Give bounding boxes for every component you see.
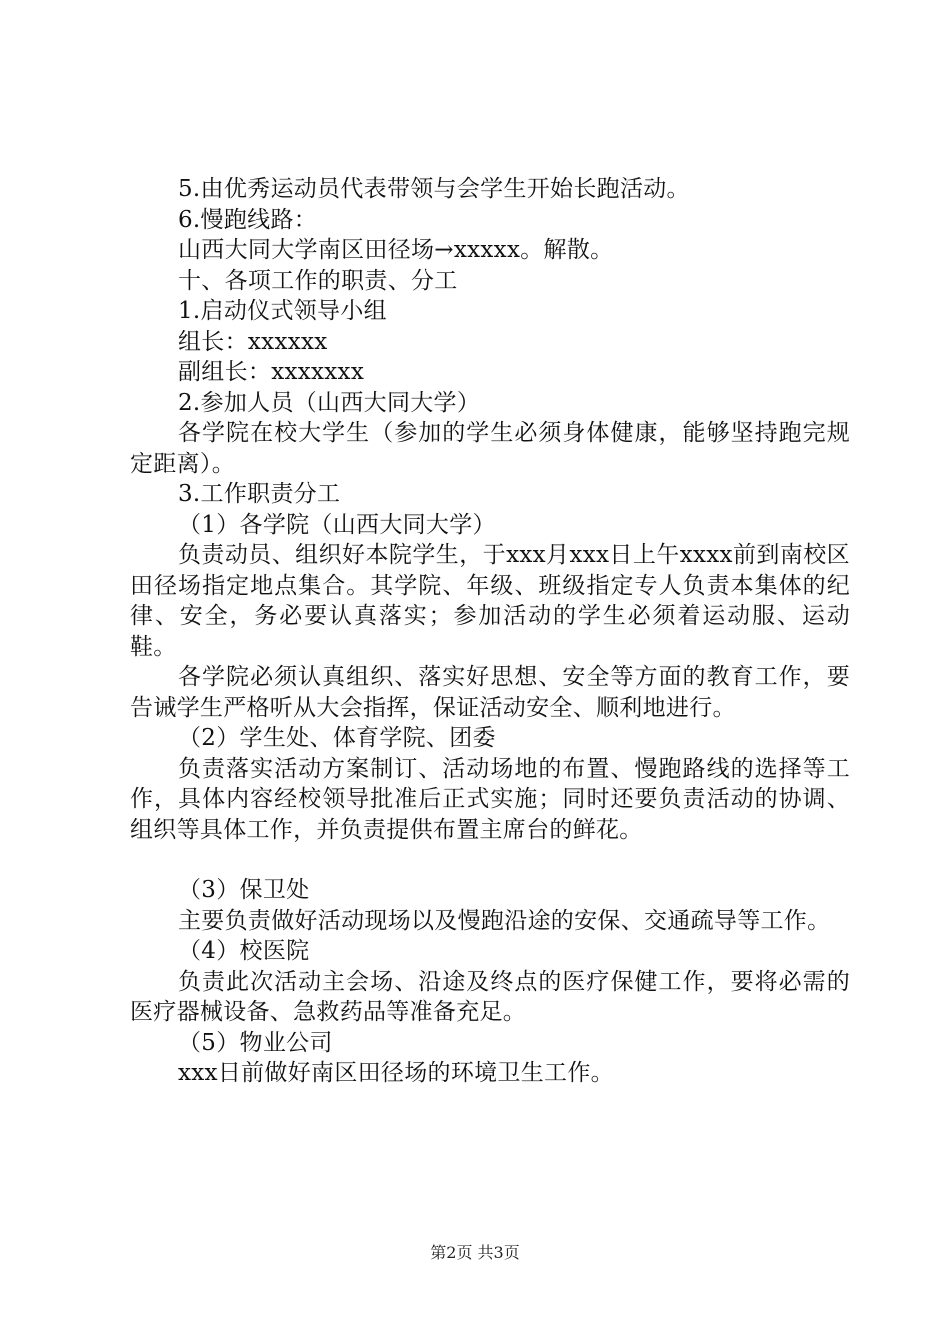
paragraph-leader-group: 1.启动仪式领导小组 [178, 298, 387, 324]
paragraph-route: 山西大同大学南区田径场→xxxxx。解散。 [178, 237, 614, 263]
paragraph-group-leader: 组长：xxxxxx [178, 328, 328, 355]
paragraph-participants-detail: 各学院在校大学生（参加的学生必须身体健康，能够坚持跑完规定距离）。 [130, 420, 850, 477]
paragraph-student-affairs-duty: 负责落实活动方案制订、活动场地的布置、慢跑路线的选择等工作，具体内容经校领导批准后正式实施；同时还要负责活动的协调、组织等具体工作，并负责提供布置主席台的鲜花。 [130, 755, 850, 843]
subheading-security: （3）保卫处 [178, 877, 310, 903]
section-heading-10: 十、各项工作的职责、分工 [178, 267, 458, 294]
paragraph-colleges-education: 各学院必须认真组织、落实好思想、安全等方面的教育工作，要告诫学生严格听从大会指挥，保证活动安全、顺利地进行。 [130, 664, 850, 721]
paragraph-participants: 2.参加人员（山西大同大学） [178, 389, 481, 416]
paragraph-security-duty: 主要负责做好活动现场以及慢跑沿途的安保、交通疏导等工作。 [178, 907, 831, 934]
paragraph-step-6: 6.慢跑线路： [178, 206, 318, 233]
subheading-property: （5）物业公司 [178, 1029, 333, 1056]
paragraph-colleges-duty: 负责动员、组织好本院学生，于xxx月xxx日上午xxxx前到南校区田径场指定地点集合。其学院、年级、班级指定专人负责本集体的纪律、安全，务必要认真落实；参加活动的学生必须着运动服、运动鞋。 [130, 542, 850, 660]
paragraph-property-duty: xxx日前做好南区田径场的环境卫生工作。 [178, 1060, 614, 1086]
paragraph-duty-division: 3.工作职责分工 [178, 481, 341, 507]
paragraph-clinic-duty: 负责此次活动主会场、沿途及终点的医疗保健工作，要将必需的医疗器械设备、急救药品等准备充足。 [130, 968, 850, 1025]
paragraph-step-5: 5.由优秀运动员代表带领与会学生开始长跑活动。 [178, 176, 690, 202]
subheading-clinic: （4）校医院 [178, 938, 310, 964]
page-number-footer: 第2页 共3页 [430, 1243, 520, 1262]
paragraph-deputy-leader: 副组长：xxxxxxx [178, 359, 365, 385]
subheading-colleges: （1）各学院（山西大同大学） [178, 511, 496, 538]
paragraph-spacer [130, 845, 850, 875]
subheading-student-affairs: （2）学生处、体育学院、团委 [178, 725, 496, 751]
document-body [130, 174, 850, 1089]
